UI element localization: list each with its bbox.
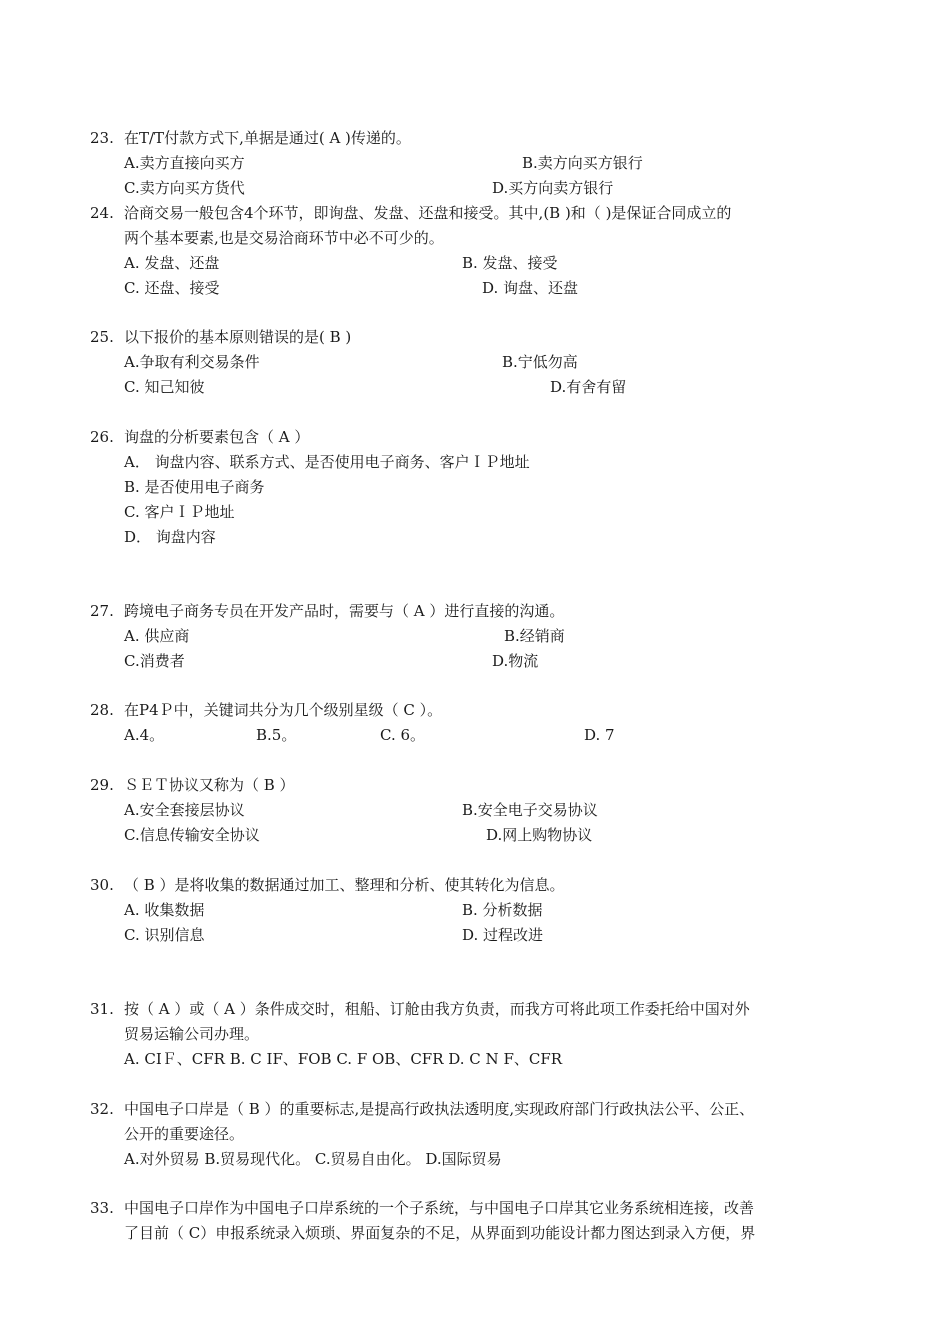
option-d: D． 询盘内容: [124, 528, 216, 546]
option-d: D. 过程改进: [462, 926, 544, 944]
question-number: 23.: [90, 129, 114, 147]
question-number: 30.: [90, 876, 114, 894]
question-33: [90, 1196, 850, 1246]
option-c: C.信息传输安全协议: [124, 826, 260, 844]
option-d: D. 7: [584, 726, 615, 744]
question-text: 中国电子口岸是（ B ）的重要标志,是提高行政执法透明度,实现政府部门行政执法公平、公正、: [124, 1100, 755, 1118]
option-a: A． 询盘内容、联系方式、是否使用电子商务、客户ＩＰ地址: [124, 453, 530, 471]
option-d: D.网上购物协议: [486, 826, 593, 844]
question-text: ＳＥＴ协议又称为（ B ）: [124, 776, 295, 794]
option-a: A.4。: [124, 726, 165, 744]
question-number: 25.: [90, 328, 114, 346]
option-b: B. 分析数据: [462, 901, 543, 919]
question-29: [90, 773, 850, 848]
question-text: （ B ）是将收集的数据通过加工、整理和分析、使其转化为信息。: [124, 876, 565, 894]
question-text-continued: 两个基本要素,也是交易洽商环节中必不可少的。: [124, 229, 444, 247]
option-c: C. 知己知彼: [124, 378, 205, 396]
question-text: 以下报价的基本原则错误的是( B ): [124, 328, 352, 346]
question-text: 跨境电子商务专员在开发产品时，需要与（ A ）进行直接的沟通。: [124, 602, 565, 620]
question-text: 中国电子口岸作为中国电子口岸系统的一个子系统，与中国电子口岸其它业务系统相连接，改善: [124, 1199, 755, 1217]
option-d: D.物流: [492, 652, 539, 670]
options-row: A. CIＦ、CFR B. C IF、FOB C. F OB、CFR D. C N F、CFR: [124, 1050, 563, 1068]
question-number: 27.: [90, 602, 114, 620]
question-24: [90, 201, 850, 301]
option-a: A. 收集数据: [124, 901, 205, 919]
question-text: 按（ A ）或（ A ）条件成交时，租船、订舱由我方负责，而我方可将此项工作委托给中国对外: [124, 1000, 750, 1018]
option-c: C.卖方向买方货代: [124, 179, 245, 197]
option-d: D. 询盘、还盘: [482, 279, 579, 297]
option-a: A.安全套接层协议: [124, 801, 245, 819]
question-number: 28.: [90, 701, 114, 719]
question-27: [90, 599, 850, 674]
option-b: B.经销商: [504, 627, 565, 645]
question-30: [90, 873, 850, 948]
option-a: A. 供应商: [124, 627, 190, 645]
question-32: [90, 1097, 850, 1172]
option-c: C. 客户ＩＰ地址: [124, 503, 235, 521]
question-28: [90, 698, 850, 748]
question-text: 在P4Ｐ中，关键词共分为几个级别星级（ C ）。: [124, 701, 443, 719]
question-31: [90, 997, 850, 1072]
option-b: B.宁低勿高: [502, 353, 578, 371]
option-c: C.消费者: [124, 652, 185, 670]
question-text-continued: 贸易运输公司办理。: [124, 1025, 260, 1043]
option-a: A. 发盘、还盘: [124, 254, 220, 272]
option-a: A.争取有利交易条件: [124, 353, 260, 371]
option-b: B.5。: [256, 726, 297, 744]
option-d: D.有舍有留: [550, 378, 627, 396]
question-text: 在T/T付款方式下,单据是通过( A )传递的。: [124, 129, 411, 147]
option-c: C. 6。: [380, 726, 426, 744]
question-text: 洽商交易一般包含4个环节，即询盘、发盘、还盘和接受。其中,(B )和（ )是保证合同成立的: [124, 204, 732, 222]
question-text-continued: 了目前（ C）申报系统录入烦琐、界面复杂的不足，从界面到功能设计都力图达到录入方便，界: [124, 1224, 756, 1242]
question-26: [90, 425, 850, 550]
option-b: B. 发盘、接受: [462, 254, 558, 272]
question-text: 询盘的分析要素包含（ A ）: [124, 428, 310, 446]
option-c: C. 还盘、接受: [124, 279, 220, 297]
option-b: B.安全电子交易协议: [462, 801, 598, 819]
options-row: A.对外贸易 B.贸易现代化。 C.贸易自由化。 D.国际贸易: [124, 1150, 502, 1168]
question-23: [90, 126, 850, 201]
question-number: 33.: [90, 1199, 114, 1217]
option-b: B.卖方向买方银行: [522, 154, 643, 172]
question-number: 29.: [90, 776, 114, 794]
question-number: 31.: [90, 1000, 114, 1018]
option-b: B. 是否使用电子商务: [124, 478, 265, 496]
question-25: [90, 325, 850, 400]
question-number: 26.: [90, 428, 114, 446]
option-c: C. 识别信息: [124, 926, 205, 944]
question-text-continued: 公开的重要途径。: [124, 1125, 245, 1143]
question-number: 32.: [90, 1100, 114, 1118]
option-d: D.买方向卖方银行: [492, 179, 614, 197]
question-number: 24.: [90, 204, 114, 222]
option-a: A.卖方直接向买方: [124, 154, 245, 172]
